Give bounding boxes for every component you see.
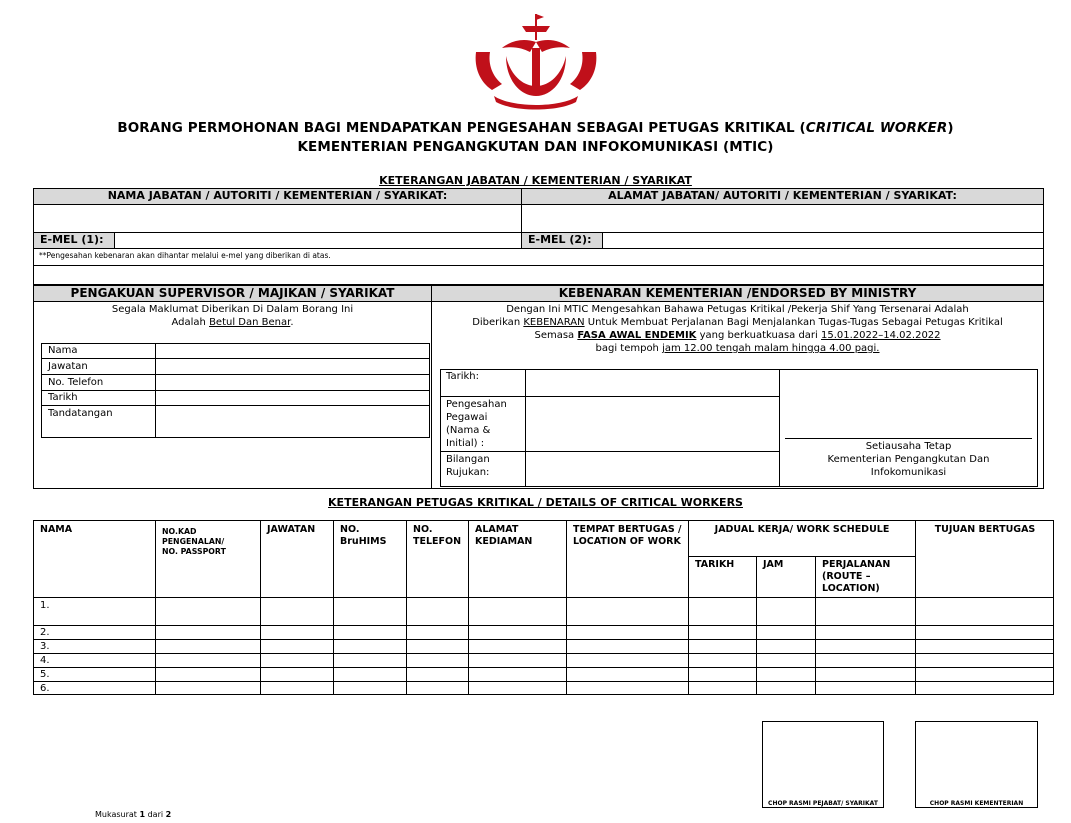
ministry-statement-line1: Dengan Ini MTIC Mengesahkan Bahawa Petugas Kritikal /Pekerja Shif Yang Tersenarai Adalah: [506, 304, 969, 315]
col-header-perjalanan-line: (ROUTE –: [822, 571, 871, 582]
col-header-alamat: [469, 522, 538, 550]
field-line: [41, 405, 430, 406]
supervisor-heading: PENGAKUAN SUPERVISOR / MAJIKAN / SYARIKAT: [33, 285, 432, 302]
col-header-perjalanan: [816, 557, 896, 597]
page-total: 2: [165, 810, 172, 819]
table-row-number: 5.: [40, 669, 50, 680]
declaration-text: .: [290, 317, 294, 328]
supervisor-declaration-line2: [33, 317, 432, 330]
signature-line: [785, 438, 1032, 439]
field-line: [41, 358, 430, 359]
col-header-tempat-line: TEMPAT BERTUGAS /: [573, 524, 682, 535]
table-row-number: 1.: [40, 600, 50, 611]
col-header-alamat-line: KEDIAMAN: [475, 536, 533, 547]
table-row-line: [33, 597, 1054, 598]
field-label-telefon: No. Telefon: [48, 377, 104, 388]
col-header-telefon-line: NO.: [413, 524, 433, 535]
secretary-signature-area[interactable]: [781, 370, 1037, 437]
signatory-title-1: Setiausaha Tetap: [865, 441, 952, 452]
statement-text: Untuk Membuat Perjalanan Bagi Menjalankan Tugas-Tugas Sebagai Petugas Kritikal: [584, 317, 1003, 328]
bilangan-input[interactable]: [527, 453, 778, 486]
pengesahan-label-2: Pegawai: [446, 412, 488, 423]
col-header-jawatan: JAWATAN: [267, 524, 316, 535]
ministry-stamp-label: CHOP RASMI KEMENTERIAN: [929, 800, 1024, 807]
ministry-line: [440, 396, 780, 397]
table-col-line: [915, 520, 916, 695]
col-header-telefon: [407, 522, 467, 550]
table-row-number: 3.: [40, 641, 50, 652]
office-stamp-box[interactable]: [762, 721, 884, 808]
jawatan-input[interactable]: [157, 360, 429, 374]
ministry-statement-line2: [431, 317, 1044, 330]
col-header-nokad-line: NO. PASSPORT: [162, 547, 226, 556]
col-header-nokad-line: PENGENALAN/: [162, 537, 225, 546]
statement-text: Semasa: [534, 330, 578, 341]
col-header-perjalanan-line: PERJALANAN: [822, 559, 891, 570]
statement-phase: FASA AWAL ENDEMIK: [577, 330, 697, 341]
page-current: 1: [139, 810, 146, 819]
dept-address-field[interactable]: [521, 204, 1044, 233]
pengesahan-input[interactable]: [527, 398, 778, 450]
form-title-part: BORANG PERMOHONAN BAGI MENDAPATKAN PENGESAHAN SEBAGAI PETUGAS KRITIKAL (: [117, 120, 806, 136]
pengesahan-label-1: Pengesahan: [446, 399, 507, 410]
dept-address-header: ALAMAT JABATAN/ AUTORITI / KEMENTERIAN / SYARIKAT:: [521, 188, 1044, 205]
page-number-text: Mukasurat: [95, 810, 140, 819]
col-header-bruhims: [334, 522, 392, 550]
signatory-title-3: Infokomunikasi: [870, 467, 947, 478]
table-row-number: 4.: [40, 655, 50, 666]
ministry-divider: [525, 369, 526, 487]
statement-dates: 15.01.2022–14.02.2022: [821, 330, 941, 341]
brunei-crest-icon: [472, 12, 600, 112]
page-number-text: dari: [145, 810, 166, 819]
statement-hours: jam 12.00 tengah malam hingga 4.00 pagi.: [662, 343, 880, 354]
statement-text: Diberikan: [472, 317, 524, 328]
dept-name-header: NAMA JABATAN / AUTORITI / KEMENTERIAN / SYARIKAT:: [33, 188, 522, 205]
ministry-statement-line3: [431, 330, 1044, 343]
nama-input[interactable]: [157, 344, 429, 358]
col-header-jadual: JADUAL KERJA/ WORK SCHEDULE: [714, 524, 890, 535]
tarikh-input[interactable]: [157, 391, 429, 405]
field-label-tarikh: Tarikh: [48, 392, 78, 403]
table-row-line: [33, 653, 1054, 654]
col-header-nokad-line: NO.KAD: [162, 527, 197, 536]
col-header-nokad: [156, 522, 232, 562]
email2-label: E-MEL (2):: [521, 232, 603, 249]
dept-name-field[interactable]: [33, 204, 522, 233]
bilangan-label-1: Bilangan: [446, 454, 490, 465]
tandatangan-input[interactable]: [157, 407, 429, 437]
table-col-line: [688, 520, 689, 695]
ministry-tarikh-input[interactable]: [527, 370, 778, 395]
ministry-tarikh-label: Tarikh:: [446, 371, 479, 382]
table-row-number: 2.: [40, 627, 50, 638]
form-title-part: ): [947, 120, 954, 136]
table-row-line: [33, 681, 1054, 682]
supervisor-declaration-line1: Segala Maklumat Diberikan Di Dalam Borang Ini: [111, 304, 354, 315]
statement-underlined: KEBENARAN: [523, 317, 585, 328]
col-header-nama: NAMA: [40, 524, 73, 535]
table-row-line: [33, 667, 1054, 668]
pengesahan-label-4: Initial) :: [446, 438, 485, 449]
office-stamp-label: CHOP RASMI PEJABAT/ SYARIKAT: [768, 800, 878, 807]
email1-field[interactable]: [114, 232, 522, 249]
statement-text: bagi tempoh: [595, 343, 663, 354]
ministry-title: KEMENTERIAN PENGANGKUTAN DAN INFOKOMUNIKASI (MTIC): [297, 139, 774, 155]
table-col-line: [260, 520, 261, 695]
email-note: **Pengesahan kebenaran akan dihantar melalui e-mel yang diberikan di atas.: [33, 248, 1044, 266]
bilangan-label-2: Rujukan:: [446, 467, 490, 478]
field-line: [41, 374, 430, 375]
col-header-tempat: [567, 522, 688, 550]
col-header-bruhims-line: BruHIMS: [340, 536, 387, 547]
spacer-row: [33, 265, 1044, 285]
email2-field[interactable]: [602, 232, 1044, 249]
telefon-input[interactable]: [157, 376, 429, 390]
section3-heading-text: KETERANGAN PETUGAS KRITIKAL / DETAILS OF CRITICAL WORKERS: [328, 496, 743, 509]
email1-label: E-MEL (1):: [33, 232, 115, 249]
signatory-title-2: Kementerian Pengangkutan Dan: [827, 454, 990, 465]
ministry-heading: KEBENARAN KEMENTERIAN /ENDORSED BY MINISTRY: [431, 285, 1044, 302]
field-label-nama: Nama: [48, 345, 78, 356]
col-header-perjalanan-line: LOCATION): [822, 583, 880, 594]
declaration-underlined: Betul Dan Benar: [209, 317, 291, 328]
statement-text: yang berkuatkuasa dari: [696, 330, 822, 341]
field-label-jawatan: Jawatan: [48, 361, 88, 372]
declaration-text: Adalah: [171, 317, 210, 328]
form-title-italic: CRITICAL WORKER: [805, 120, 948, 136]
page-number: [95, 810, 171, 819]
col-header-telefon-line: TELEFON: [413, 536, 462, 547]
pengesahan-label-3: (Nama &: [446, 425, 491, 436]
section1-heading: [0, 174, 1071, 187]
col-header-alamat-line: ALAMAT: [475, 524, 519, 535]
ministry-line: [440, 451, 780, 452]
col-header-bruhims-line: NO.: [340, 524, 360, 535]
col-header-tempat-line: LOCATION OF WORK: [573, 536, 681, 547]
col-header-tarikh: TARIKH: [695, 559, 735, 570]
ministry-stamp-box[interactable]: [915, 721, 1038, 808]
table-row-number: 6.: [40, 683, 50, 694]
table-row-line: [33, 639, 1054, 640]
table-row-line: [33, 625, 1054, 626]
field-label-tandatangan: Tandatangan: [48, 408, 113, 419]
ministry-statement-line4: [431, 343, 1044, 356]
form-title: [0, 120, 1071, 136]
section3-heading: [0, 496, 1071, 509]
col-header-jam: JAM: [763, 559, 784, 570]
col-header-tujuan: TUJUAN BERTUGAS: [934, 524, 1036, 535]
section1-heading-text: KETERANGAN JABATAN / KEMENTERIAN / SYARIKAT: [379, 174, 692, 187]
